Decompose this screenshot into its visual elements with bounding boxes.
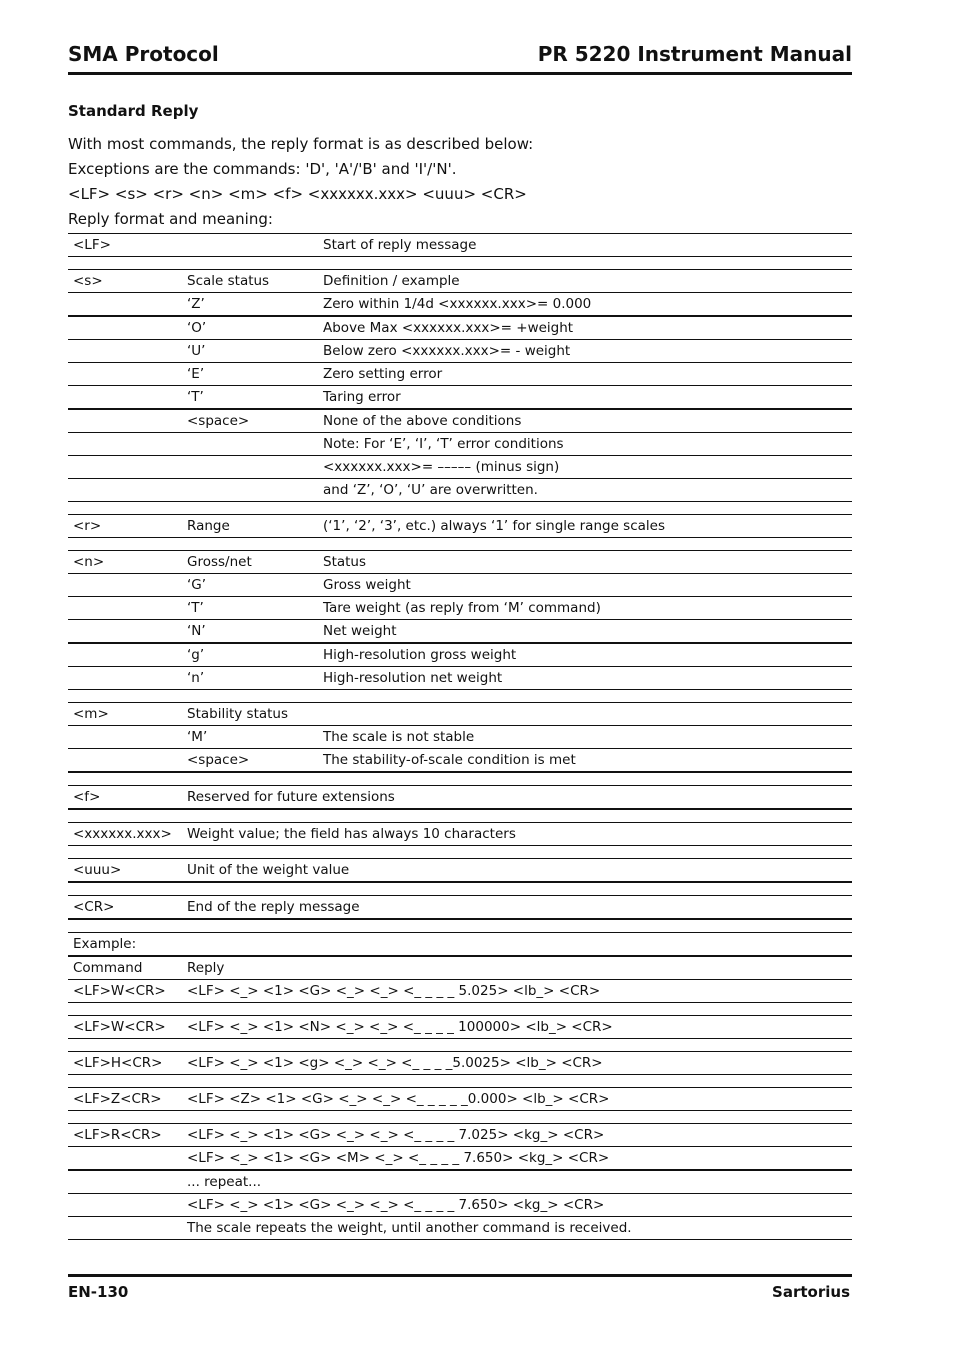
table-row	[68, 1170, 852, 1194]
field-cell: Example:	[68, 933, 182, 957]
field-cell	[68, 1217, 182, 1240]
table-row	[68, 980, 852, 1003]
description-cell: The scale repeats the weight, until another command is received.	[182, 1217, 852, 1240]
table-row	[68, 1088, 852, 1111]
description-cell: Scale status	[182, 270, 318, 293]
table-row	[68, 316, 852, 340]
description-cell: Reply	[182, 956, 852, 980]
description-cell: <LF> <_> <1> <G> <_> <_> <_ _ _ _ 7.650> <kg_> <CR>	[182, 1194, 852, 1217]
field-cell: Command	[68, 956, 182, 980]
meaning-cell: <xxxxxx.xxx>= ––––– (minus sign)	[318, 456, 852, 479]
table-row	[68, 896, 852, 920]
spacer-cell	[68, 882, 852, 896]
table-row	[68, 433, 852, 456]
field-cell	[68, 726, 182, 749]
table-spacer-row	[68, 1003, 852, 1016]
meaning-cell: The stability-of-scale condition is met	[318, 749, 852, 773]
field-cell	[68, 316, 182, 340]
field-cell: <m>	[68, 703, 182, 726]
description-cell	[182, 933, 852, 957]
table-row	[68, 1016, 852, 1039]
description-cell: ‘g’	[182, 643, 318, 667]
spacer-cell	[68, 257, 852, 270]
field-cell: <r>	[68, 515, 182, 538]
description-cell: ‘E’	[182, 363, 318, 386]
description-cell: End of the reply message	[182, 896, 852, 920]
meaning-cell: Note: For ‘E’, ‘I’, ‘T’ error conditions	[318, 433, 852, 456]
field-cell: <CR>	[68, 896, 182, 920]
field-cell	[68, 386, 182, 410]
table-row	[68, 479, 852, 502]
meaning-cell: Below zero <xxxxxx.xxx>= - weight	[318, 340, 852, 363]
table-spacer-row	[68, 809, 852, 823]
table-spacer-row	[68, 772, 852, 786]
description-cell: Weight value; the field has always 10 characters	[182, 823, 852, 846]
intro-line: With most commands, the reply format is as described below:	[68, 135, 534, 153]
field-cell	[68, 597, 182, 620]
table-row	[68, 515, 852, 538]
field-cell	[68, 433, 182, 456]
table-row	[68, 933, 852, 957]
table-spacer-row	[68, 257, 852, 270]
table-row	[68, 340, 852, 363]
table-row	[68, 703, 852, 726]
description-cell	[182, 479, 318, 502]
spacer-cell	[68, 772, 852, 786]
table-spacer-row	[68, 882, 852, 896]
table-spacer-row	[68, 690, 852, 703]
meaning-cell	[318, 703, 852, 726]
table-row	[68, 234, 852, 257]
page-header	[68, 38, 852, 75]
spacer-cell	[68, 1039, 852, 1052]
field-cell	[68, 1147, 182, 1171]
table-row	[68, 1194, 852, 1217]
description-cell: <LF> <_> <1> <N> <_> <_> <_ _ _ _ 100000> <lb_> <CR>	[182, 1016, 852, 1039]
field-cell	[68, 643, 182, 667]
field-cell	[68, 479, 182, 502]
header-manual-title: PR 5220 Instrument Manual	[537, 42, 852, 66]
footer-brand: Sartorius	[772, 1283, 850, 1301]
description-cell: <LF> <_> <1> <G> <_> <_> <_ _ _ _ 7.025> <kg_> <CR>	[182, 1124, 852, 1147]
table-spacer-row	[68, 846, 852, 859]
description-cell: Stability status	[182, 703, 318, 726]
intro-line: Reply format and meaning:	[68, 210, 273, 228]
table-spacer-row	[68, 538, 852, 551]
description-cell: Unit of the weight value	[182, 859, 852, 883]
description-cell: <LF> <_> <1> <g> <_> <_> <_ _ _ _5.0025> <lb_> <CR>	[182, 1052, 852, 1075]
description-cell: ‘G’	[182, 574, 318, 597]
description-cell: <LF> <_> <1> <G> <_> <_> <_ _ _ _ 5.025> <lb_> <CR>	[182, 980, 852, 1003]
table-row	[68, 749, 852, 773]
meaning-cell: High-resolution gross weight	[318, 643, 852, 667]
description-cell: ‘U’	[182, 340, 318, 363]
page-number: EN-130	[68, 1283, 129, 1301]
field-cell: <LF>W<CR>	[68, 980, 182, 1003]
spacer-cell	[68, 919, 852, 933]
description-cell: ‘N’	[182, 620, 318, 644]
meaning-cell: Zero within 1/4d <xxxxxx.xxx>= 0.000	[318, 293, 852, 317]
description-cell: ‘O’	[182, 316, 318, 340]
table-row	[68, 1147, 852, 1171]
table-row	[68, 620, 852, 644]
meaning-cell: None of the above conditions	[318, 409, 852, 433]
meaning-cell: and ‘Z’, ‘O’, ‘U’ are overwritten.	[318, 479, 852, 502]
description-cell: <space>	[182, 749, 318, 773]
description-cell: <space>	[182, 409, 318, 433]
header-section-title: SMA Protocol	[68, 42, 219, 66]
field-cell: <LF>H<CR>	[68, 1052, 182, 1075]
table-row	[68, 409, 852, 433]
table-row	[68, 643, 852, 667]
spacer-cell	[68, 1075, 852, 1088]
table-row	[68, 956, 852, 980]
field-cell	[68, 620, 182, 644]
spacer-cell	[68, 690, 852, 703]
section-title: Standard Reply	[68, 102, 199, 120]
meaning-cell: Definition / example	[318, 270, 852, 293]
meaning-cell: High-resolution net weight	[318, 667, 852, 690]
meaning-cell: Tare weight (as reply from ‘M’ command)	[318, 597, 852, 620]
meaning-cell: The scale is not stable	[318, 726, 852, 749]
table-row	[68, 456, 852, 479]
table-row	[68, 859, 852, 883]
field-cell	[68, 409, 182, 433]
meaning-cell: Gross weight	[318, 574, 852, 597]
table-row	[68, 386, 852, 410]
field-cell	[68, 293, 182, 317]
field-cell: <LF>R<CR>	[68, 1124, 182, 1147]
table-row	[68, 786, 852, 810]
field-cell: <n>	[68, 551, 182, 574]
description-cell	[182, 456, 318, 479]
intro-line: <LF> <s> <r> <n> <m> <f> <xxxxxx.xxx> <uuu> <CR>	[68, 185, 527, 203]
field-cell	[68, 456, 182, 479]
reply-format-table	[68, 233, 852, 1240]
table-row	[68, 823, 852, 846]
description-cell: Reserved for future extensions	[182, 786, 852, 810]
table-row	[68, 667, 852, 690]
description-cell: Range	[182, 515, 318, 538]
description-cell: <LF> <Z> <1> <G> <_> <_> <_ _ _ _ _0.000> <lb_> <CR>	[182, 1088, 852, 1111]
table-row	[68, 574, 852, 597]
table-row	[68, 1217, 852, 1240]
field-cell: <s>	[68, 270, 182, 293]
spacer-cell	[68, 809, 852, 823]
table-row	[68, 551, 852, 574]
page-footer	[68, 1274, 852, 1301]
table-spacer-row	[68, 1111, 852, 1124]
field-cell: <uuu>	[68, 859, 182, 883]
field-cell: <LF>	[68, 234, 182, 257]
spacer-cell	[68, 538, 852, 551]
meaning-cell: Taring error	[318, 386, 852, 410]
field-cell	[68, 749, 182, 773]
table-row	[68, 363, 852, 386]
field-cell: <LF>W<CR>	[68, 1016, 182, 1039]
description-cell: Gross/net	[182, 551, 318, 574]
table-row	[68, 1052, 852, 1075]
intro-line: Exceptions are the commands: 'D', 'A'/'B' and 'I'/'N'.	[68, 160, 457, 178]
meaning-cell: Zero setting error	[318, 363, 852, 386]
field-cell: <xxxxxx.xxx>	[68, 823, 182, 846]
meaning-cell: (‘1’, ‘2’, ‘3’, etc.) always ‘1’ for single range scales	[318, 515, 852, 538]
description-cell: ‘Z’	[182, 293, 318, 317]
description-cell: ‘M’	[182, 726, 318, 749]
field-cell	[68, 340, 182, 363]
field-cell: <LF>Z<CR>	[68, 1088, 182, 1111]
table-spacer-row	[68, 1075, 852, 1088]
field-cell	[68, 1194, 182, 1217]
table-spacer-row	[68, 502, 852, 515]
intro-text	[68, 132, 533, 232]
description-cell	[182, 433, 318, 456]
table-row	[68, 1124, 852, 1147]
field-cell	[68, 574, 182, 597]
table-row	[68, 270, 852, 293]
description-cell: ‘T’	[182, 386, 318, 410]
description-cell: <LF> <_> <1> <G> <M> <_> <_ _ _ _ 7.650> <kg_> <CR>	[182, 1147, 852, 1171]
description-cell	[182, 234, 318, 257]
spacer-cell	[68, 1003, 852, 1016]
spacer-cell	[68, 1111, 852, 1124]
table-row	[68, 726, 852, 749]
table-row	[68, 597, 852, 620]
field-cell	[68, 363, 182, 386]
spacer-cell	[68, 502, 852, 515]
meaning-cell: Status	[318, 551, 852, 574]
description-cell: ... repeat...	[182, 1170, 852, 1194]
table-row	[68, 293, 852, 317]
table-spacer-row	[68, 919, 852, 933]
meaning-cell: Above Max <xxxxxx.xxx>= +weight	[318, 316, 852, 340]
description-cell: ‘T’	[182, 597, 318, 620]
meaning-cell: Start of reply message	[318, 234, 852, 257]
table-spacer-row	[68, 1039, 852, 1052]
field-cell	[68, 1170, 182, 1194]
spacer-cell	[68, 846, 852, 859]
field-cell	[68, 667, 182, 690]
description-cell: ‘n’	[182, 667, 318, 690]
field-cell: <f>	[68, 786, 182, 810]
meaning-cell: Net weight	[318, 620, 852, 644]
